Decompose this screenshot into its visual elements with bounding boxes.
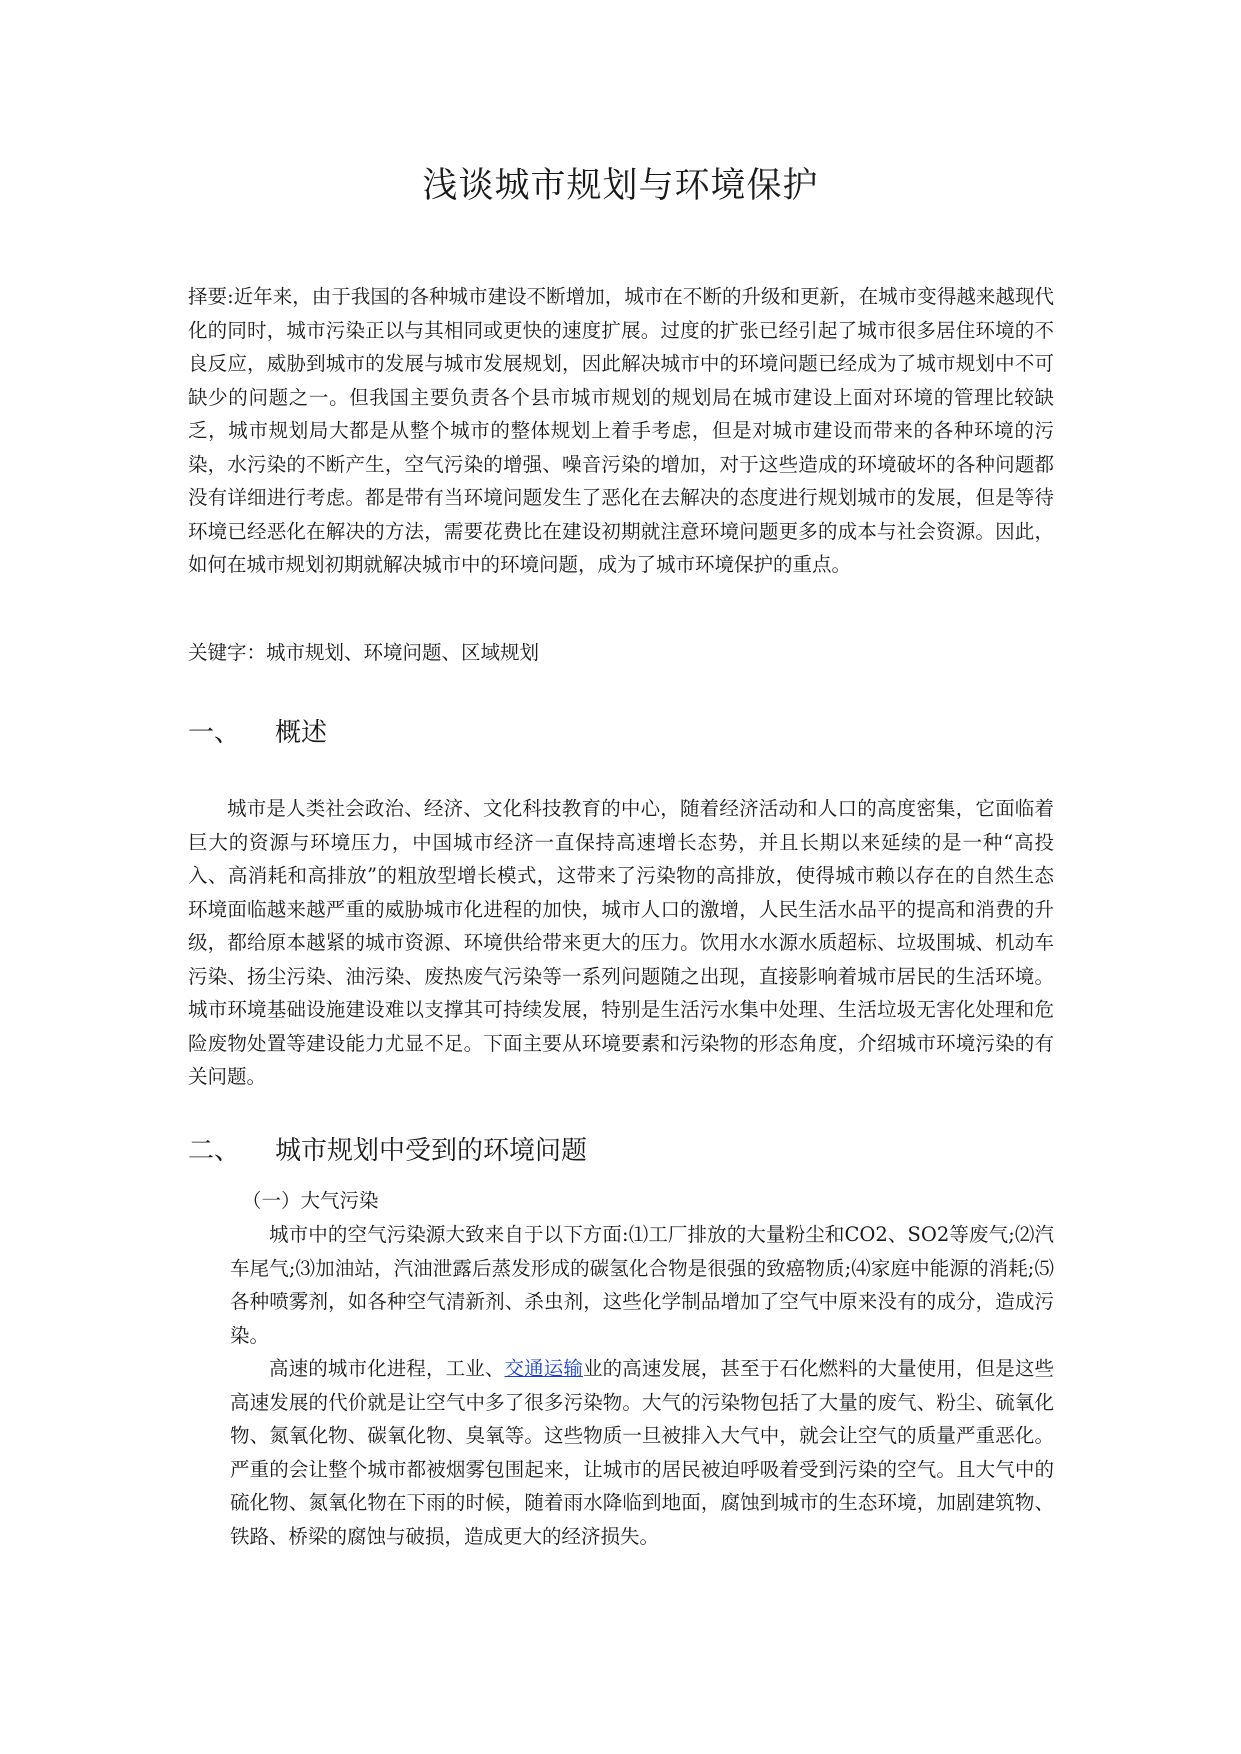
paragraph-text: 高速的城市化进程，工业、 — [269, 1357, 505, 1380]
transport-link[interactable]: 交通运输 — [504, 1357, 584, 1380]
paragraph-text: 业的高速发展，甚至于石化燃料的大量使用，但是这些高速发展的代价就是让空气中多了很多污染物。大气的污染物包括了大量的废气、粉尘、硫氧化物、氮氧化物、碳氧化物、臭氧等。这些物质一旦被排入大气中，就会让空气的质量严重恶化。严重的会让整个城市都被烟雾包围起来，让城市的居民被迫呼吸着受到污染的空气。且大气中的硫化物、氮氧化物在下雨的时候，随着雨水降临到地面，腐蚀到城市的生态环境，加剧建筑物、铁路、桥梁的腐蚀与破损，造成更大的经济损失。 — [230, 1357, 1054, 1548]
section-heading-overview — [188, 712, 1054, 749]
air-pollution-paragraph-2 — [230, 1352, 1054, 1553]
document-title: 浅谈城市规划与环境保护 — [422, 166, 819, 206]
section-number: 一、 — [188, 718, 241, 748]
keywords-line: 关键字：城市规划、环境问题、区域规划 — [188, 641, 540, 664]
section-number: 二、 — [188, 1136, 241, 1166]
section-heading-environment-issues — [188, 1130, 1054, 1167]
air-pollution-paragraph-1: 城市中的空气污染源大致来自于以下方面:⑴工厂排放的大量粉尘和CO2、SO2等废气;⑵汽车尾气;⑶加油站，汽油泄露后蒸发形成的碳氢化合物是很强的致癌物质;⑷家庭中能源的消耗;⑸各种喷雾剂，如各种空气清新剂、杀虫剂，这些化学制品增加了空气中原来没有的成分，造成污染。 — [230, 1223, 1054, 1347]
overview-paragraph: 城市是人类社会政治、经济、文化科技教育的中心，随着经济活动和人口的高度密集，它面临着巨大的资源与环境压力，中国城市经济一直保持高速增长态势，并且长期以来延续的是一种“高投入、高消耗和高排放”的粗放型增长模式，这带来了污染物的高排放，使得城市赖以存在的自然生态环境面临越来越严重的威胁城市化进程的加快，城市人口的激增，人民生活水品平的提高和消费的升级，都给原本越紧的城市资源、环境供给带来更大的压力。饮用水水源水质超标、垃圾围城、机动车污染、扬尘污染、油污染、废热废气污染等一系列问题随之出现，直接影响着城市居民的生活环境。城市环境基础设施建设难以支撑其可持续发展，特别是生活污水集中处理、生活垃圾无害化处理和危险废物处置等建设能力尤显不足。下面主要从环境要素和污染物的形态角度，介绍城市环境污染的有关问题。 — [188, 797, 1054, 1088]
subsection-heading-air-pollution: （一）大气污染 — [242, 1189, 379, 1212]
abstract-paragraph: 择要:近年来，由于我国的各种城市建设不断增加，城市在不断的升级和更新，在城市变得越来越现代化的同时，城市污染正以与其相同或更快的速度扩展。过度的扩张已经引起了城市很多居住环境的不良反应，威胁到城市的发展与城市发展规划，因此解决城市中的环境问题已经成为了城市规划中不可缺少的问题之一。但我国主要负责各个县市城市规划的规划局在城市建设上面对环境的管理比较缺乏，城市规划局大都是从整个城市的整体规划上着手考虑，但是对城市建设而带来的各种环境的污染，水污染的不断产生，空气污染的增强、噪音污染的增加，对于这些造成的环境破坏的各种问题都没有详细进行考虑。都是带有当环境问题发生了恶化在去解决的态度进行规划城市的发展，但是等待环境已经恶化在解决的方法，需要花费比在建设初期就注意环境问题更多的成本与社会资源。因此，如何在城市规划初期就解决城市中的环境问题，成为了城市环境保护的重点。 — [188, 285, 1054, 576]
section-title: 概述 — [275, 718, 328, 748]
section-title: 城市规划中受到的环境问题 — [275, 1136, 588, 1166]
air-pollution-body — [230, 1218, 1054, 1553]
